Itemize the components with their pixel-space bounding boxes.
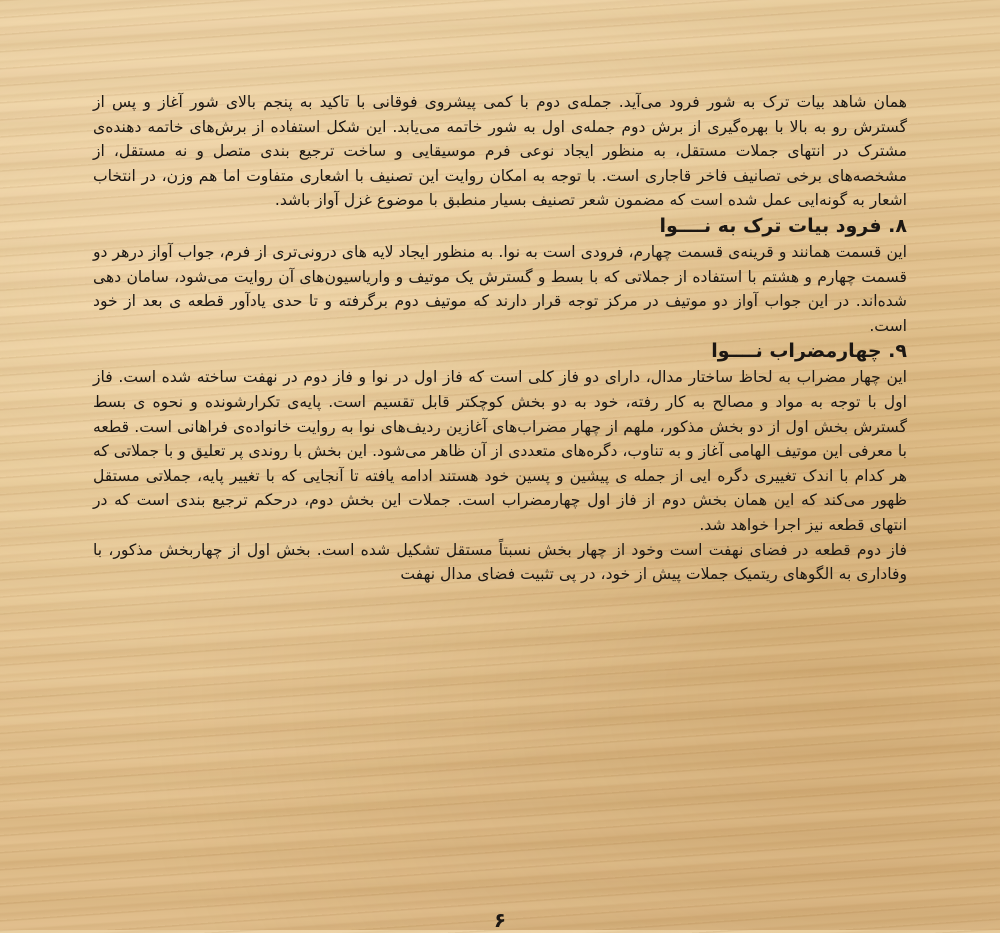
page-number: ۶ — [493, 908, 507, 932]
section-heading-9: ۹. چهارمضراب نــــوا — [711, 340, 907, 363]
paragraph-section-8: این قسمت همانند و قرینه‌ی قسمت چهارم، فرودی است به نوا. به منظور ایجاد لایه های درونی‌تری از فرم، جواب آواز درهر دو قسمت چهارم و هشتم با استفاده از جملاتی که با بسط و گسترش یک موتیف و واریاسیون‌های آن روایت می‌شود، سامان دهی شده‌اند. در این جواب آواز دو موتیف در مرکز توجه قرار دارند که موتیف دوم برگرفته و تا حدی یادآور قطعه ی بعد از خود است. — [93, 242, 907, 335]
paragraph-bayat-tork-ending: همان شاهد بیات ترک به شور فرود می‌آید. جمله‌ی دوم با کمی پیشروی فوقانی با تاکید به پنجم بالای شور آغاز و پس از گسترش رو به بالا با بهره‌گیری از برش دوم جمله‌ی اول به شور خاتمه می‌یابد. این شکل استفاده از برش‌های خاتمه دهنده‌ی مشترک در انتهای جملات مستقل، به منظور ایجاد نوعی فرم موسیقایی و ساخت ترجیع بندی متصل و نه مستقل، از مشخصه‌های برخی تصانیف فاخر قاجاری است. با توجه به امکان روایت این تصنیف با اشعاری متفاوت اما هم وزن، در انتخاب اشعار به گونه‌ایی عمل شده است که مضمون شعر تصنیف بسیار منطبق با موضوع غزل آواز باشد. — [93, 93, 907, 210]
section-heading-8: ۸. فرود بیات ترک به نــــوا — [659, 214, 907, 237]
paragraph-section-9-phase-2: فاز دوم قطعه در فضای نهفت است وخود از چهار بخش نسبتاً مستقل تشکیل شده است. بخش اول از چهاربخش مذکور، با وفاداری به الگوهای ریتمیک جملات پیش از خود، در پی تثبیت فضای مدال نهفت — [93, 540, 907, 584]
page-content — [93, 90, 907, 932]
paragraph-section-9-phase-1: این چهار مضراب به لحاظ ساختار مدال، دارای دو فاز کلی است که فاز اول در نوا و فاز دوم در نهفت ساخته شده است. فاز اول با توجه به مواد و مصالح به کار رفته، خود به دو بخش کوچکتر قابل تقسیم است. پایه‌ی تکرارشونده و نحوه ی بسط گسترش بخش اول از دو بخش مذکور، ملهم از چهار مضراب‌های آغازین ردیف‌های نوا به روایت خانواده‌ی فراهانی است. قطعه با معرفی این موتیف الهامی آغاز و به تناوب، دگره‌های متعددی از آن ظاهر می‌شود. این بخش با روندی پر تعلیق و با جملاتی که هر کدام با اندک تغییری دگره ایی از جمله ی پیشین و پسین خود هستند ادامه یافته تا آنجایی که با تغییر پایه، جملاتی مستقل ظهور می‌کند که این همان بخش دوم از فاز اول چهارمضراب است. جملات این بخش دوم، درحکم ترجیع بندی است که در انتهای قطعه نیز اجرا خواهد شد. — [93, 368, 907, 534]
